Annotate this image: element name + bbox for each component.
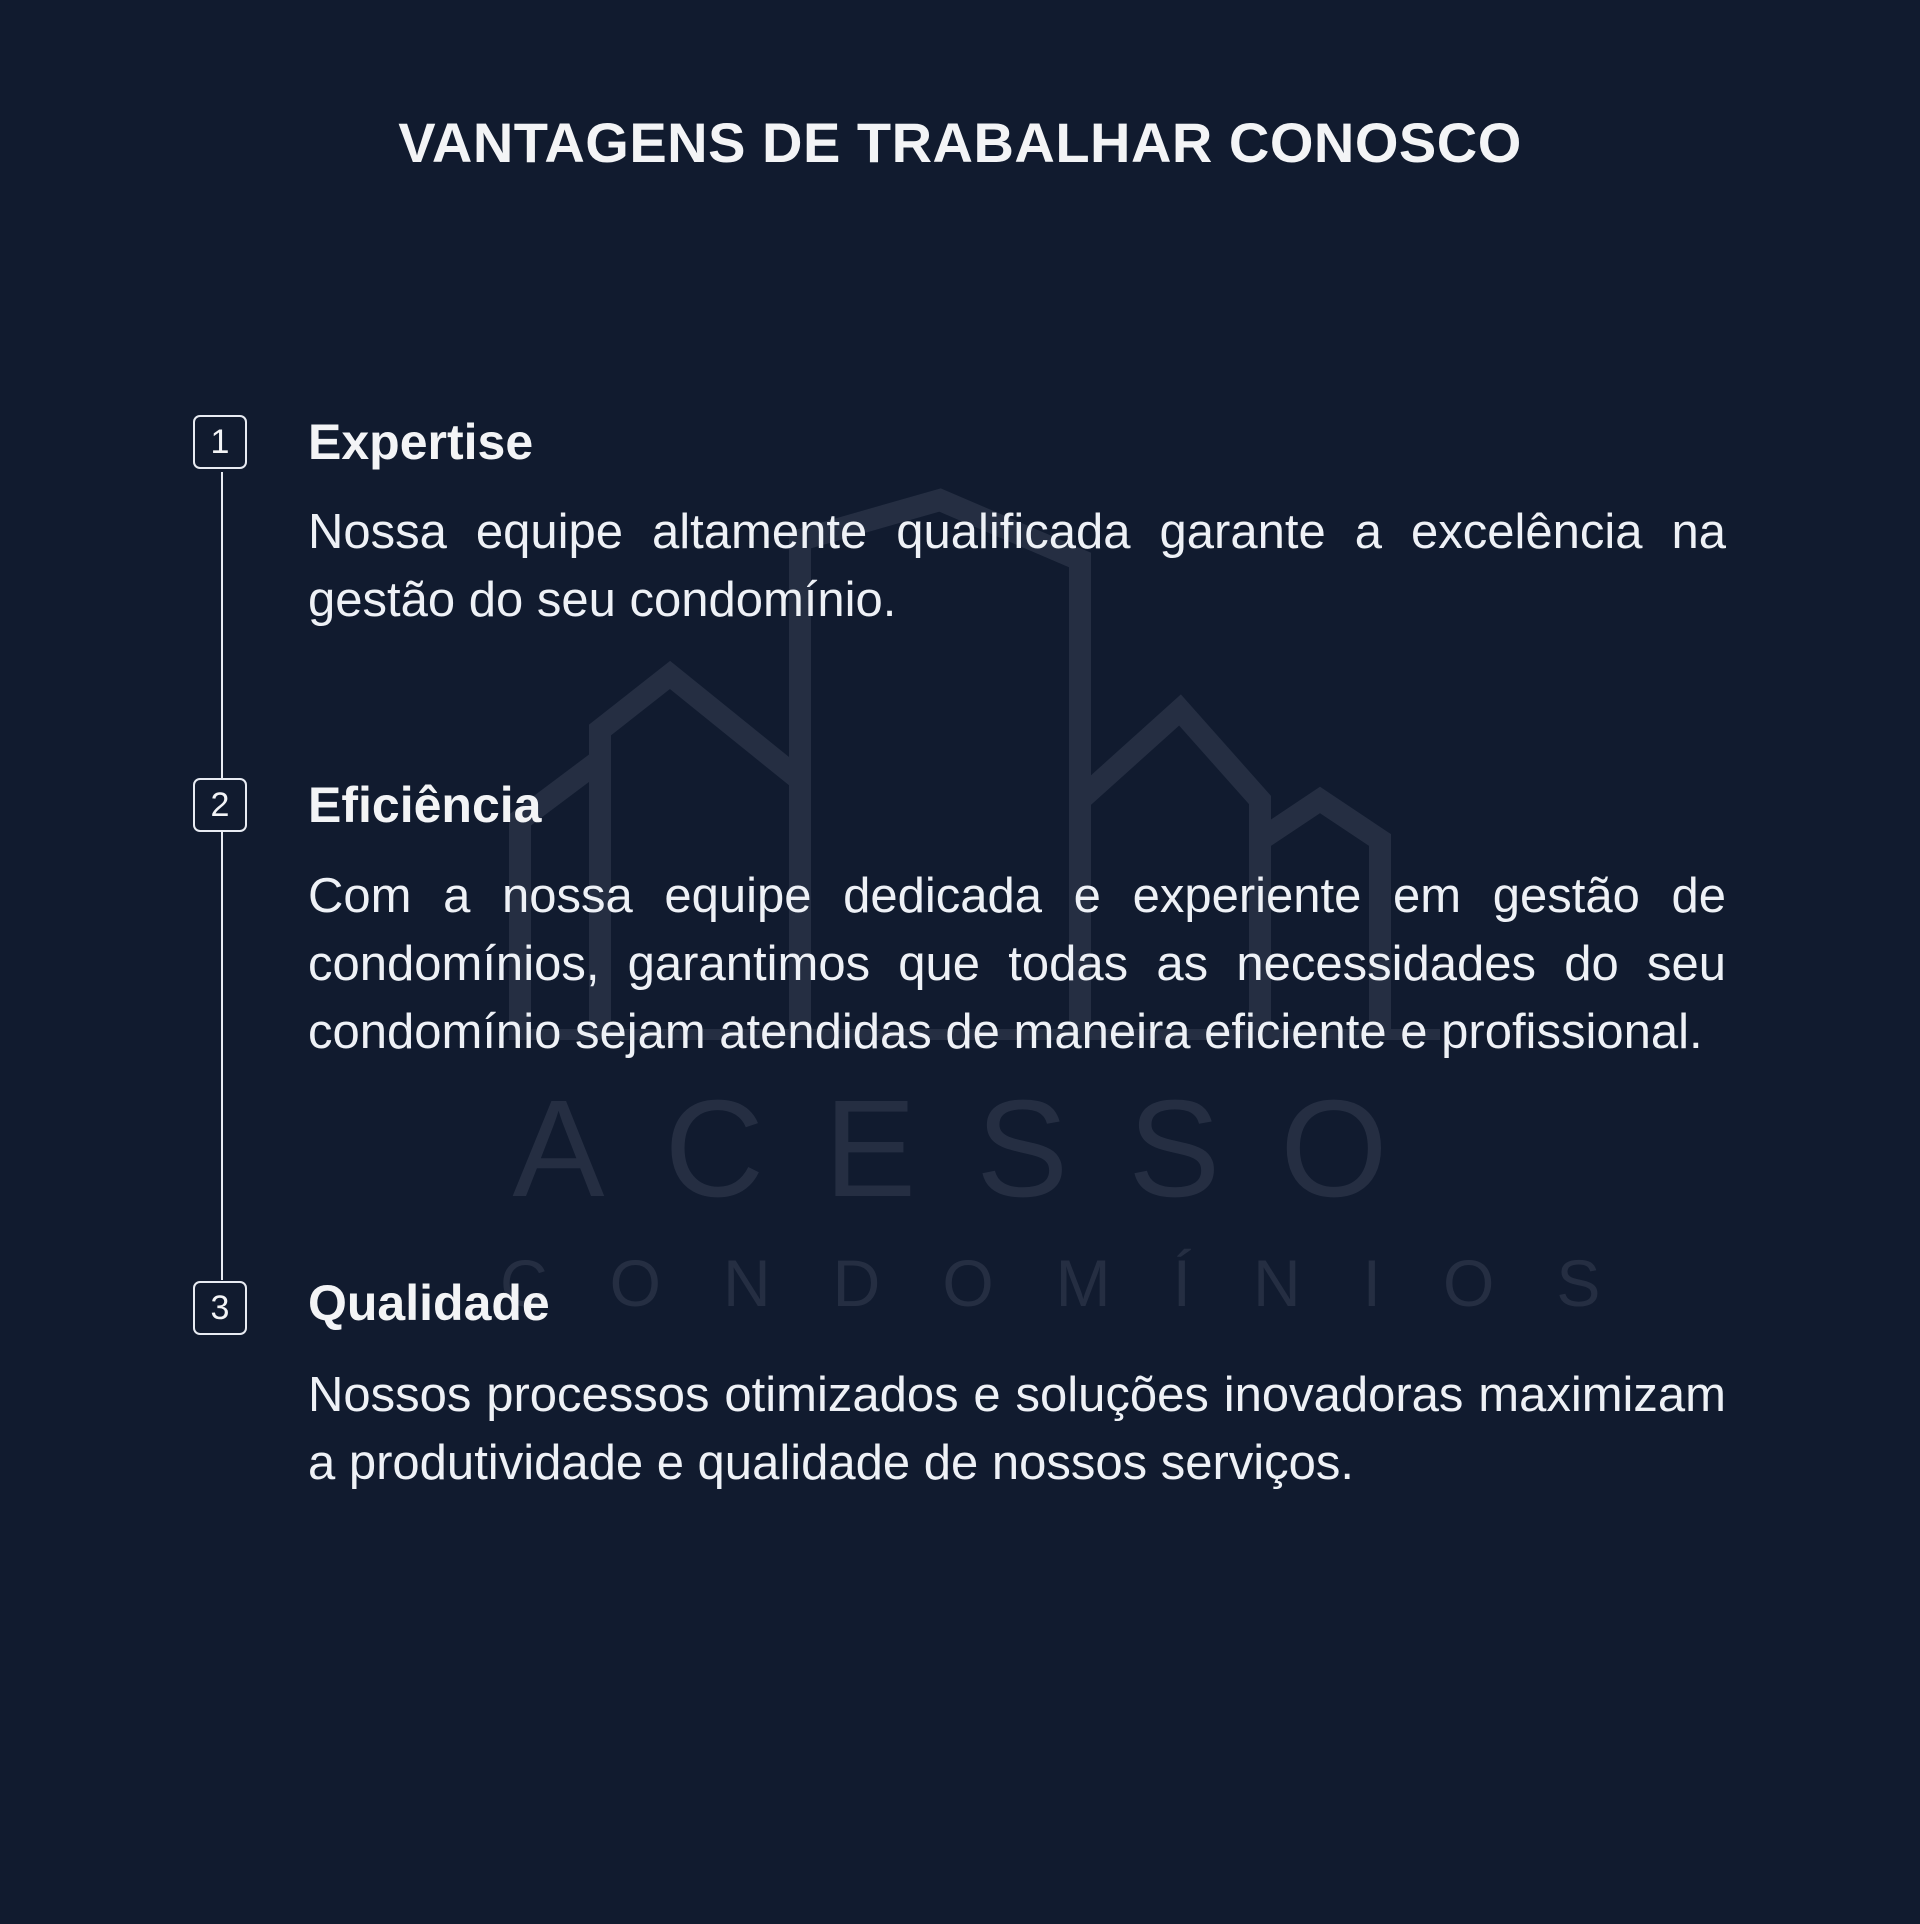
step-title: Qualidade [308, 1275, 550, 1331]
step-title: Eficiência [308, 777, 542, 833]
step-description: Com a nossa equipe dedicada e experiente em gestão de condomínios, garantimos que todas as necessidades do seu condomínio sejam atendidas de maneira eficiente e profissional. [308, 869, 1726, 1059]
step-description: Nossos processos otimizados e soluções inovadoras maximizam a produtividade e qualidade de nossos serviços. [308, 1368, 1726, 1490]
step-title: Expertise [308, 414, 534, 470]
watermark-name: ACESSO [512, 1072, 1448, 1226]
page-title: VANTAGENS DE TRABALHAR CONOSCO [398, 111, 1522, 174]
step-number-badge: 3 [193, 1281, 247, 1335]
timeline-line [221, 472, 223, 1280]
step-number-badge: 1 [193, 415, 247, 469]
step-number-badge: 2 [193, 778, 247, 832]
watermark-subtitle: CONDOMÍNIOS [500, 1246, 1663, 1320]
step-description: Nossa equipe altamente qualificada garante a excelência na gestão do seu condomínio. [308, 505, 1726, 627]
